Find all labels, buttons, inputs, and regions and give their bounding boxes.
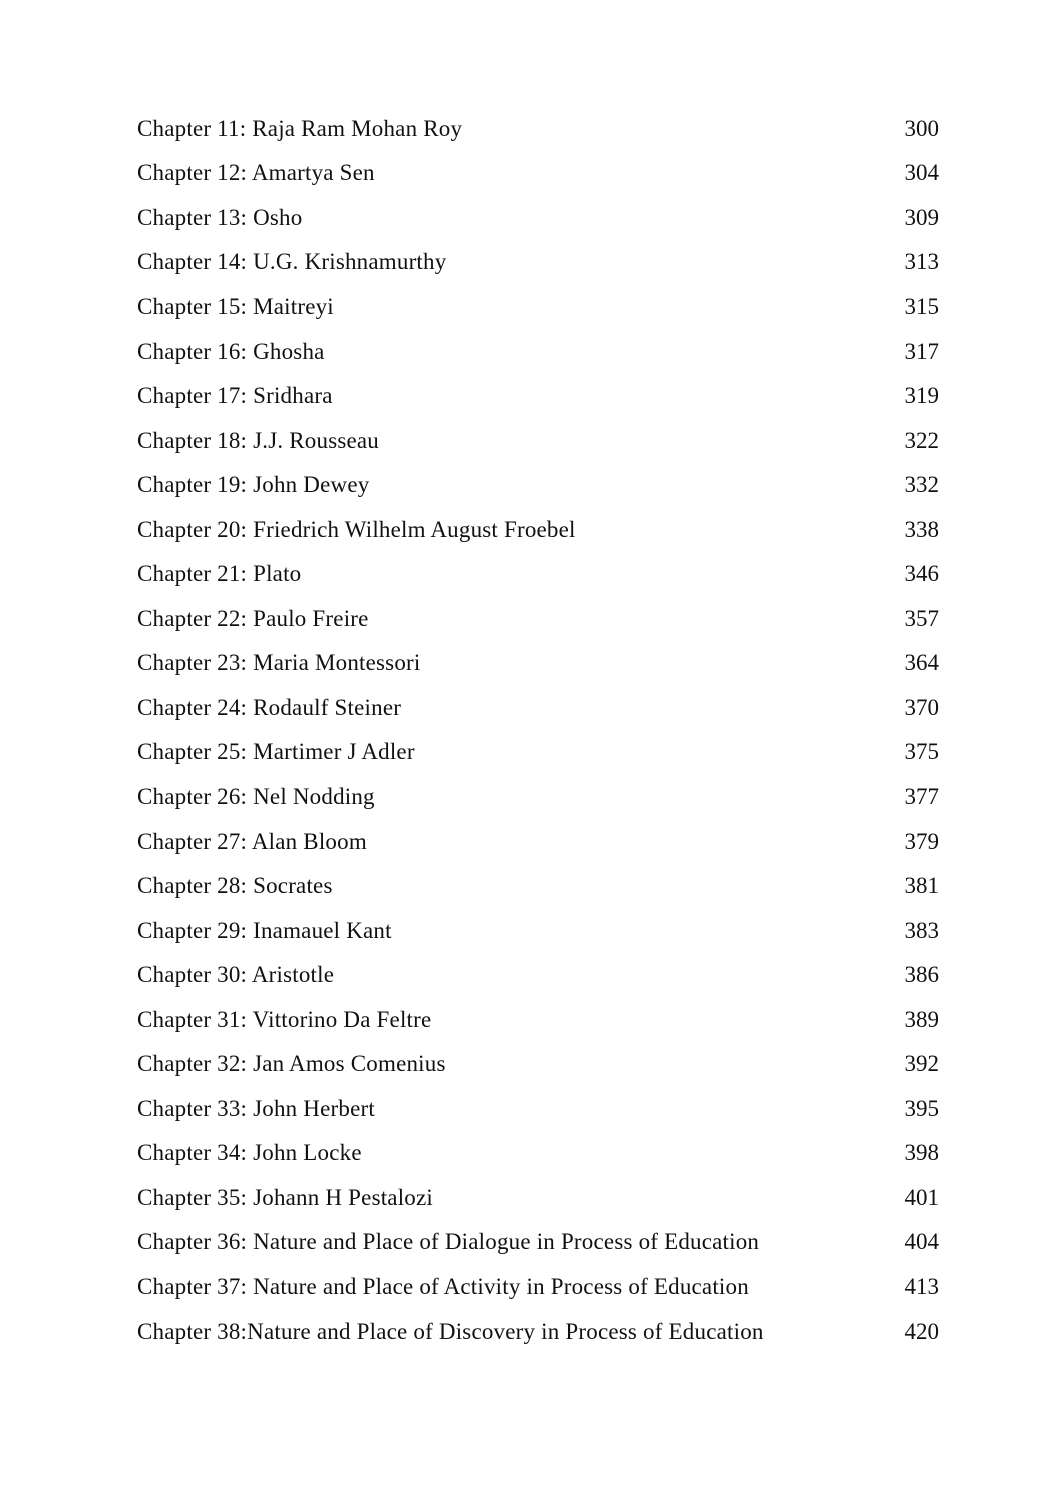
toc-row <box>137 240 939 285</box>
toc-entry-title: Chapter 19: John Dewey <box>137 472 370 498</box>
toc-entry-page: 420 <box>904 1318 939 1344</box>
toc-entry-page: 379 <box>904 828 939 854</box>
toc-entry-title: Chapter 38:Nature and Place of Discovery in Process of Education <box>137 1318 764 1344</box>
toc-entry-title: Chapter 27: Alan Bloom <box>137 828 367 854</box>
toc-row <box>137 329 939 374</box>
toc-entry-title: Chapter 32: Jan Amos Comenius <box>137 1051 446 1077</box>
toc-entry-page: 300 <box>904 115 939 141</box>
toc-entry-page: 364 <box>904 650 939 676</box>
toc-entry-page: 313 <box>904 249 939 275</box>
toc-row <box>137 418 939 463</box>
toc-row <box>137 151 939 196</box>
toc-row <box>137 908 939 953</box>
toc-row <box>137 1086 939 1131</box>
toc-row <box>137 106 939 151</box>
toc-entry-title: Chapter 14: U.G. Krishnamurthy <box>137 249 447 275</box>
toc-row <box>137 1309 939 1354</box>
toc-row <box>137 1041 939 1086</box>
toc-row <box>137 1131 939 1176</box>
toc-row <box>137 685 939 730</box>
toc-entry-page: 346 <box>904 561 939 587</box>
toc-entry-title: Chapter 37: Nature and Place of Activity in Process of Education <box>137 1273 749 1299</box>
toc-row <box>137 952 939 997</box>
toc-row <box>137 1220 939 1265</box>
toc-row <box>137 863 939 908</box>
toc-entry-title: Chapter 23: Maria Montessori <box>137 650 421 676</box>
toc-entry-page: 317 <box>904 338 939 364</box>
toc-entry-title: Chapter 29: Inamauel Kant <box>137 917 392 943</box>
toc-entry-page: 377 <box>904 783 939 809</box>
toc-entry-page: 370 <box>904 694 939 720</box>
toc-row <box>137 596 939 641</box>
toc-entry-page: 398 <box>904 1140 939 1166</box>
toc-entry-title: Chapter 24: Rodaulf Steiner <box>137 694 402 720</box>
toc-entry-title: Chapter 17: Sridhara <box>137 383 333 409</box>
toc-entry-title: Chapter 16: Ghosha <box>137 338 325 364</box>
toc-entry-page: 357 <box>904 605 939 631</box>
toc-entry-title: Chapter 30: Aristotle <box>137 962 335 988</box>
toc-row <box>137 819 939 864</box>
toc-row <box>137 507 939 552</box>
toc-entry-title: Chapter 11: Raja Ram Mohan Roy <box>137 115 463 141</box>
toc-entry-title: Chapter 13: Osho <box>137 204 303 230</box>
toc-row <box>137 641 939 686</box>
toc-list <box>137 106 939 1353</box>
toc-entry-title: Chapter 26: Nel Nodding <box>137 783 375 809</box>
toc-entry-page: 338 <box>904 516 939 542</box>
toc-entry-title: Chapter 36: Nature and Place of Dialogue in Process of Education <box>137 1229 760 1255</box>
toc-row <box>137 195 939 240</box>
toc-entry-title: Chapter 33: John Herbert <box>137 1095 375 1121</box>
toc-row <box>137 1175 939 1220</box>
toc-entry-title: Chapter 22: Paulo Freire <box>137 605 369 631</box>
toc-entry-title: Chapter 12: Amartya Sen <box>137 160 375 186</box>
toc-entry-page: 383 <box>904 917 939 943</box>
toc-entry-page: 401 <box>904 1184 939 1210</box>
toc-entry-title: Chapter 28: Socrates <box>137 873 333 899</box>
toc-entry-page: 319 <box>904 383 939 409</box>
toc-entry-title: Chapter 35: Johann H Pestalozi <box>137 1184 434 1210</box>
toc-entry-page: 309 <box>904 204 939 230</box>
toc-entry-page: 381 <box>904 873 939 899</box>
toc-entry-page: 395 <box>904 1095 939 1121</box>
toc-row <box>137 284 939 329</box>
toc-entry-title: Chapter 20: Friedrich Wilhelm August Froebel <box>137 516 576 542</box>
toc-entry-page: 389 <box>904 1006 939 1032</box>
toc-entry-title: Chapter 34: John Locke <box>137 1140 362 1166</box>
toc-entry-page: 315 <box>904 293 939 319</box>
toc-row <box>137 774 939 819</box>
toc-entry-page: 386 <box>904 962 939 988</box>
toc-entry-page: 413 <box>904 1273 939 1299</box>
toc-entry-page: 304 <box>904 160 939 186</box>
toc-row <box>137 373 939 418</box>
toc-entry-page: 392 <box>904 1051 939 1077</box>
toc-row <box>137 730 939 775</box>
toc-entry-title: Chapter 18: J.J. Rousseau <box>137 427 380 453</box>
toc-entry-title: Chapter 25: Martimer J Adler <box>137 739 415 765</box>
toc-entry-title: Chapter 31: Vittorino Da Feltre <box>137 1006 432 1032</box>
toc-entry-page: 322 <box>904 427 939 453</box>
toc-entry-title: Chapter 21: Plato <box>137 561 302 587</box>
toc-row <box>137 551 939 596</box>
toc-row <box>137 462 939 507</box>
toc-entry-page: 404 <box>904 1229 939 1255</box>
toc-entry-page: 332 <box>904 472 939 498</box>
toc-entry-title: Chapter 15: Maitreyi <box>137 293 334 319</box>
toc-row <box>137 997 939 1042</box>
toc-row <box>137 1264 939 1309</box>
toc-entry-page: 375 <box>904 739 939 765</box>
